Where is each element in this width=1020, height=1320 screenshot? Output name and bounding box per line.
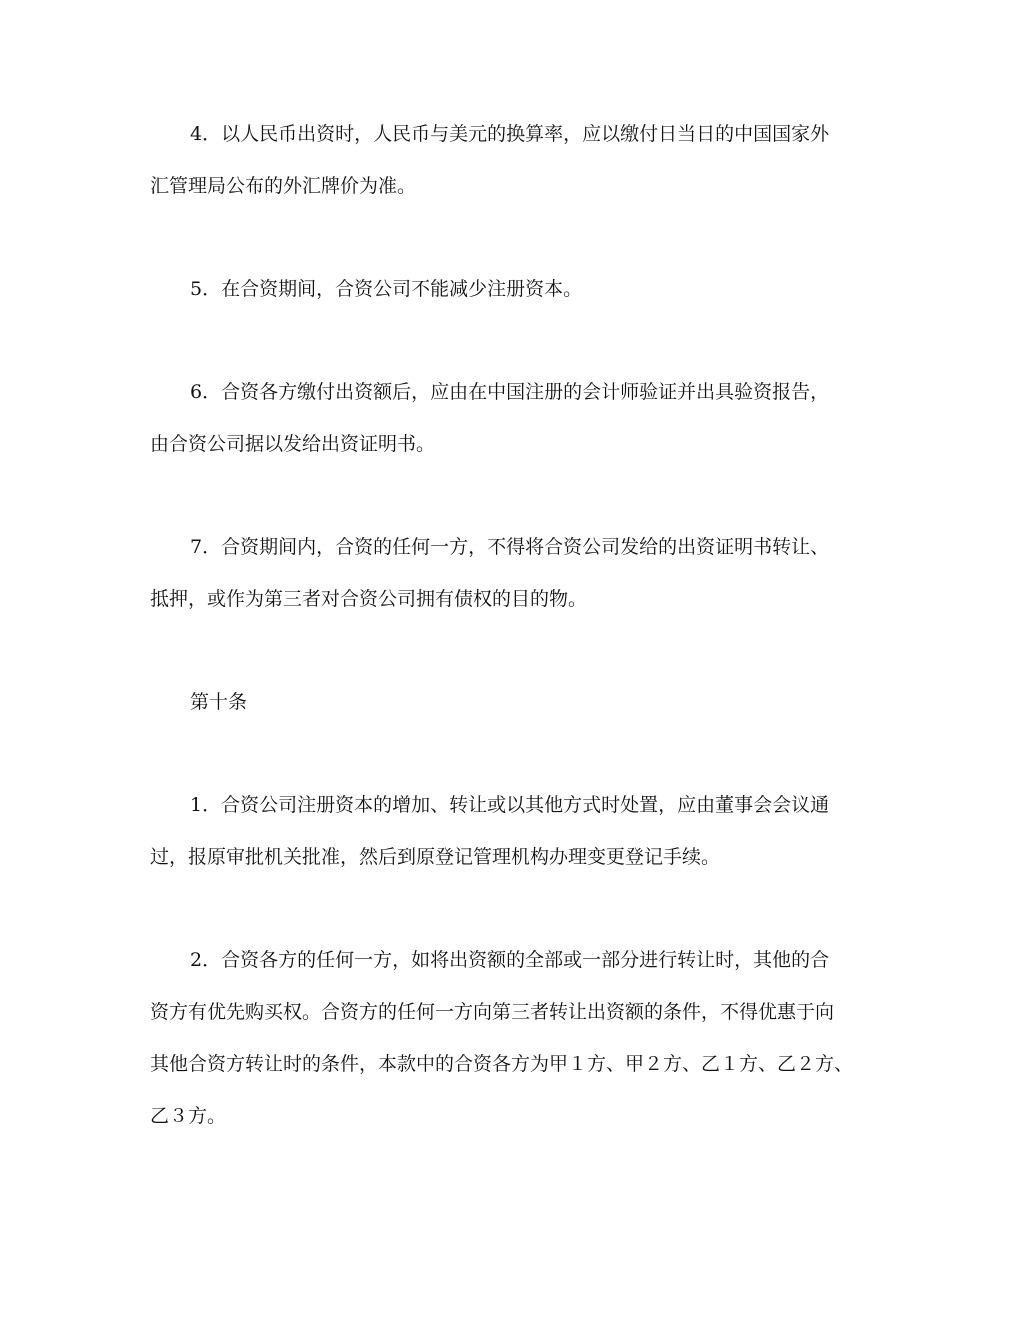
paragraph-5 [150,263,872,315]
text-line: 汇管理局公布的外汇牌价为准。 [150,175,417,197]
paragraph-4 [150,108,872,212]
article-heading [150,676,872,728]
paragraph-7 [150,521,872,625]
text-line: 由合资公司据以发给出资证明书。 [150,433,436,455]
text-line: 2．合资各方的任何一方，如将出资额的全部或一部分进行转让时，其他的合 [190,949,830,971]
paragraph-6 [150,366,872,470]
paragraph-10-2 [150,934,872,1142]
text-line: 1．合资公司注册资本的增加、转让或以其他方式时处置，应由董事会会议通 [190,794,830,816]
text-line: 7．合资期间内，合资的任何一方，不得将合资公司发给的出资证明书转让、 [190,536,830,558]
paragraph-10-1 [150,779,872,883]
text-line: 资方有优先购买权。合资方的任何一方向第三者转让出资额的条件，不得优惠于向 [150,1001,835,1023]
text-line: 抵押，或作为第三者对合资公司拥有债权的目的物。 [150,588,588,610]
article-title: 第十条 [190,691,248,713]
text-line: 5．在合资期间，合资公司不能减少注册资本。 [190,278,583,300]
text-line: 乙３方。 [150,1105,227,1127]
text-line: 其他合资方转让时的条件，本款中的合资各方为甲１方、甲２方、乙１方、乙２方、 [150,1053,854,1075]
text-line: 过，报原审批机关批准，然后到原登记管理机构办理变更登记手续。 [150,846,721,868]
text-line: 4．以人民币出资时，人民币与美元的换算率，应以缴付日当日的中国国家外 [190,123,830,145]
text-line: 6．合资各方缴付出资额后，应由在中国注册的会计师验证并出具验资报告， [190,381,830,403]
